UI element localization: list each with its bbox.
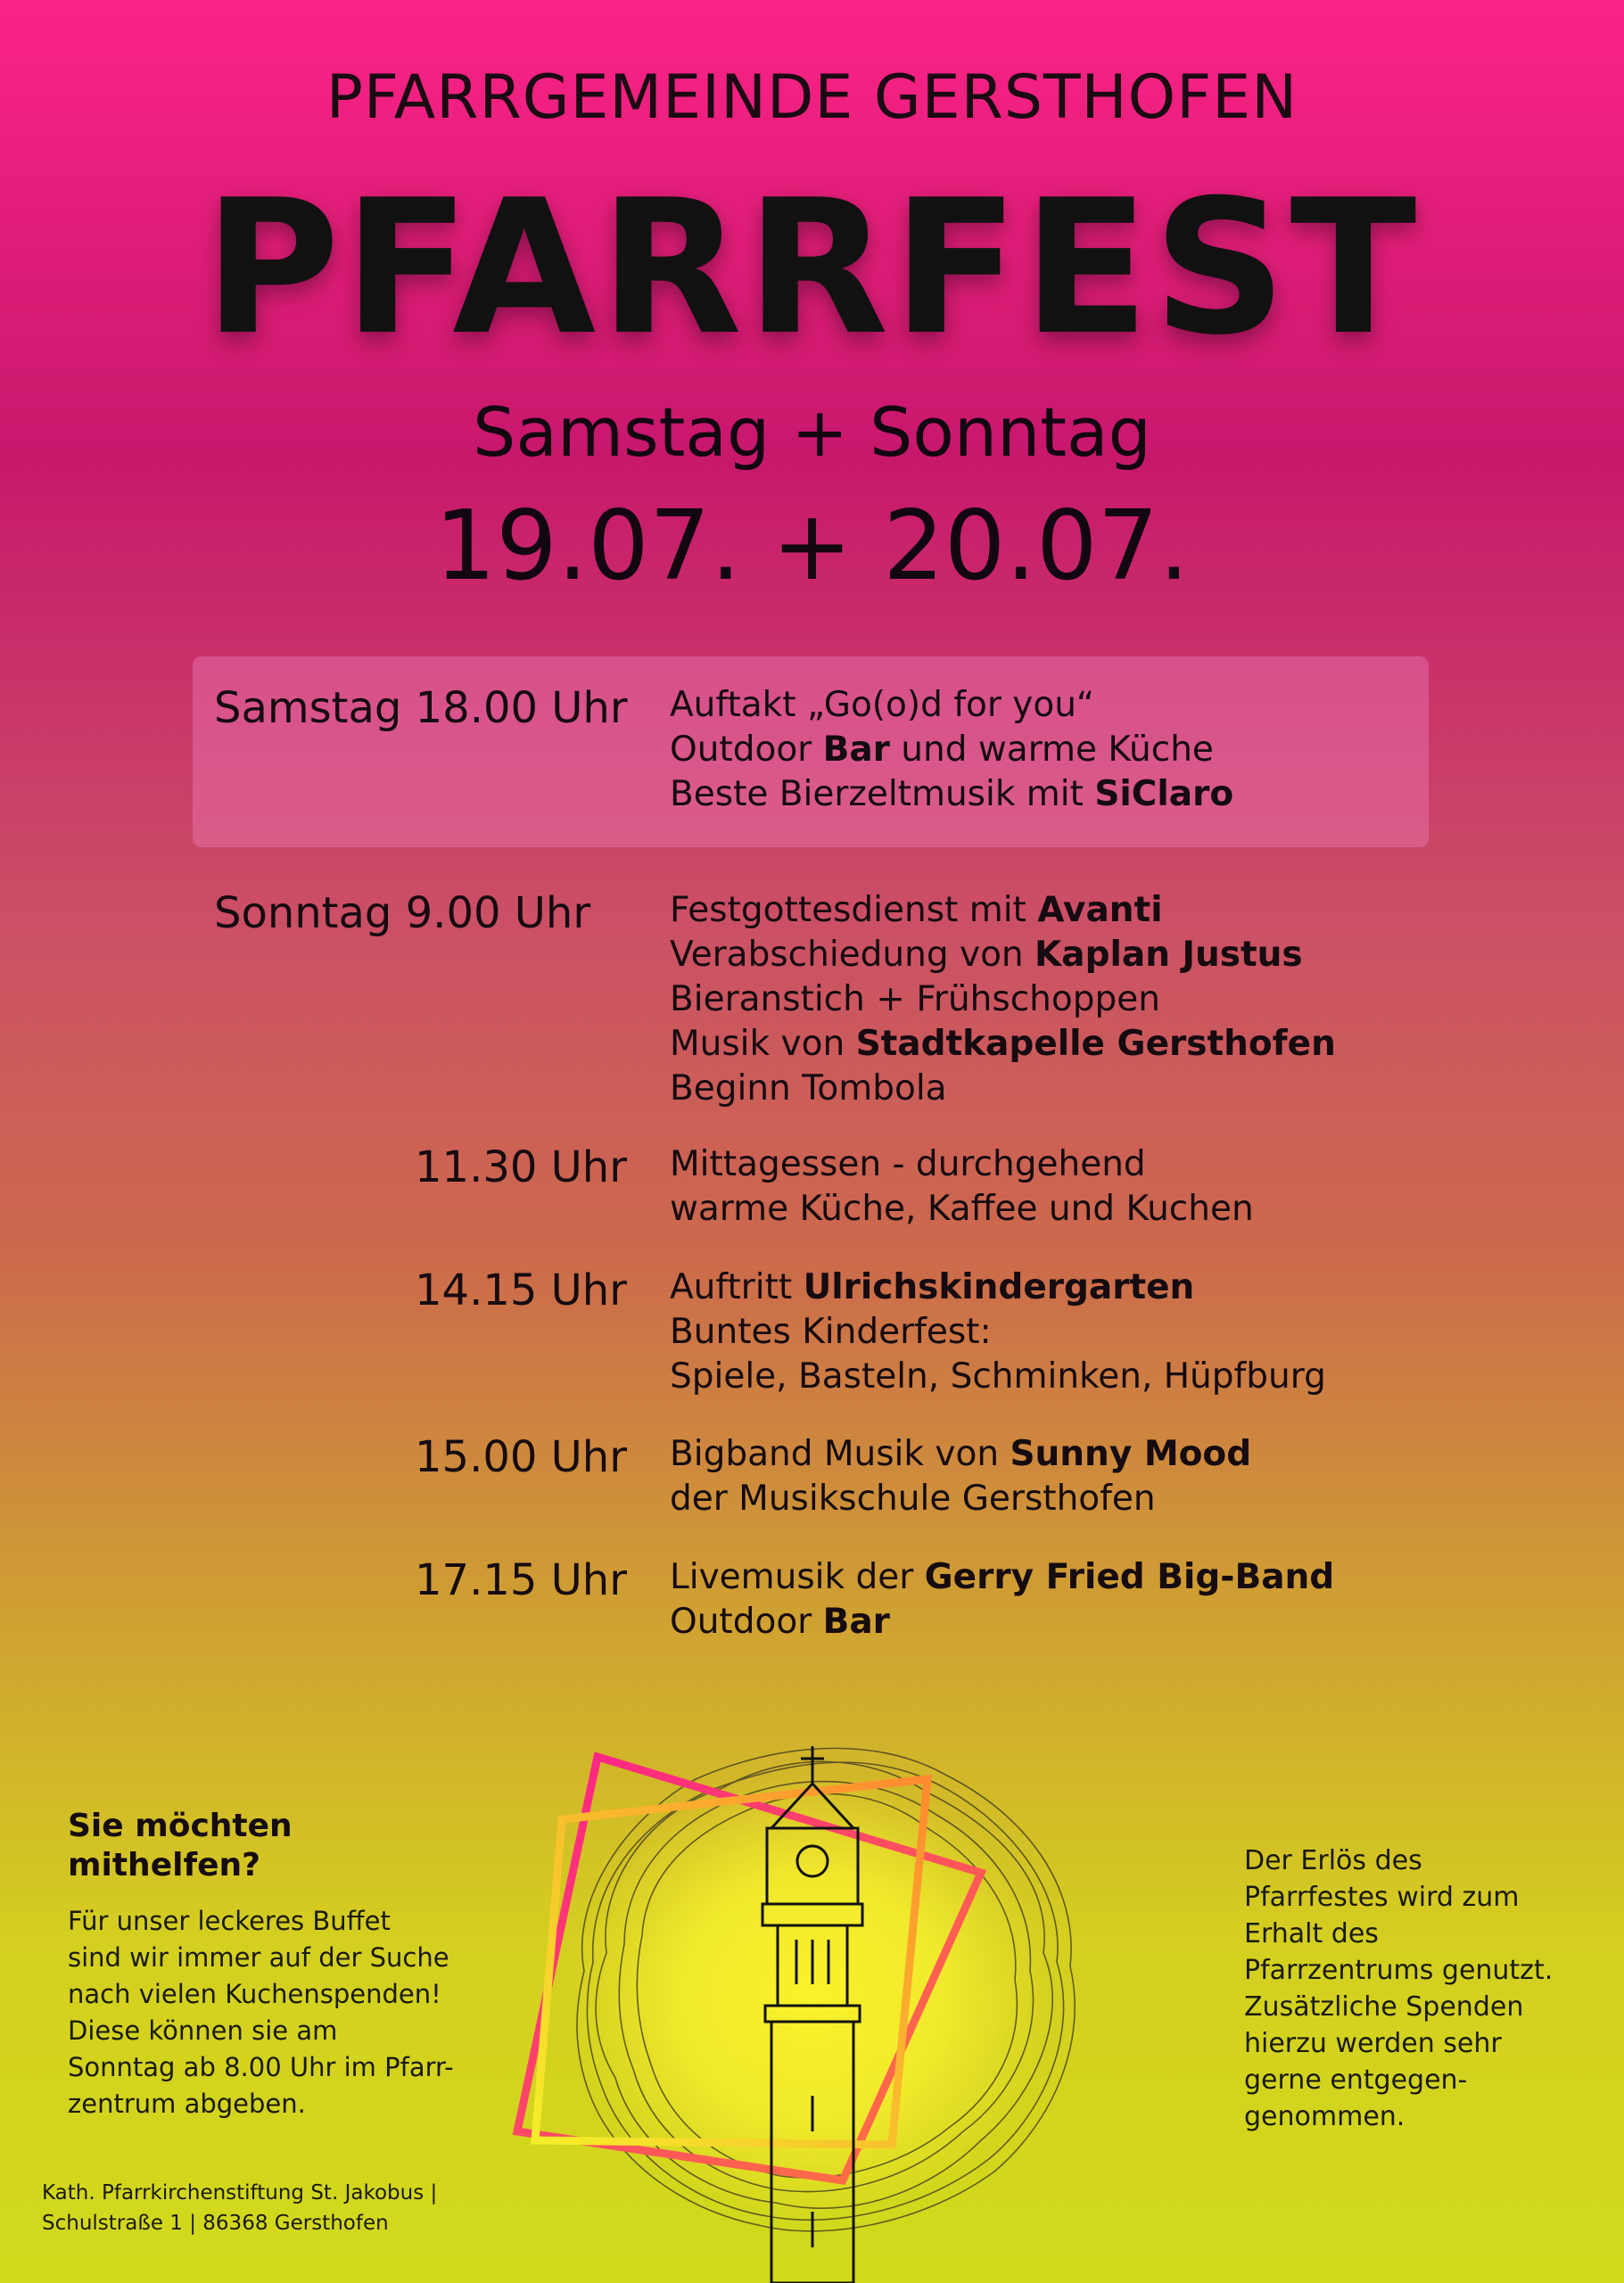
proceeds-line: Pfarrzentrums genutzt.: [1244, 1955, 1554, 1986]
help-text-line: nach vielen Kuchenspenden!: [68, 1979, 441, 2009]
sunday-details: [670, 1432, 1251, 1521]
program-text: Bigband Musik von: [670, 1434, 1010, 1474]
saturday-time: Samstag 18.00 Uhr: [214, 683, 628, 733]
help-text-line: zentrum abgeben.: [68, 2089, 306, 2119]
program-highlight: Ulrichskindergarten: [803, 1267, 1195, 1307]
proceeds-note: [1244, 1842, 1553, 2135]
sunday-time: 15.00 Uhr: [415, 1432, 627, 1482]
program-text: Mittagessen - durchgehend: [670, 1144, 1146, 1184]
footer-address: [42, 2178, 437, 2238]
program-text: Bieranstich + Frühschoppen: [670, 979, 1160, 1019]
help-heading-line: mithelfen?: [68, 1847, 261, 1883]
program-line: [670, 933, 1336, 977]
program-line: [670, 1310, 1326, 1355]
footer-line: Schulstraße 1 | 86368 Gersthofen: [42, 2212, 389, 2235]
program-highlight: Avanti: [1037, 890, 1163, 930]
program-highlight: SiClaro: [1094, 774, 1234, 814]
program-line: [670, 1265, 1326, 1310]
program-line: [670, 1477, 1251, 1521]
organization-name: PFARRGEMEINDE GERSTHOFEN: [326, 62, 1298, 133]
program-highlight: Stadtkapelle Gersthofen: [855, 1024, 1336, 1064]
sunday-time: Sonntag 9.00 Uhr: [214, 888, 591, 938]
help-text-line: Diese können sie am: [68, 2015, 338, 2046]
program-text: und warme Küche: [889, 729, 1214, 770]
program-line: [670, 1142, 1254, 1187]
program-line: [670, 1600, 1334, 1644]
help-text-line: Sonntag ab 8.00 Uhr im Pfarr-: [68, 2052, 454, 2082]
sunday-details: [670, 1142, 1254, 1232]
proceeds-line: Der Erlös des: [1244, 1845, 1422, 1876]
sunday-time: 17.15 Uhr: [415, 1555, 627, 1605]
help-text: [68, 1903, 454, 2122]
program-text: Beste Bierzeltmusik mit: [670, 774, 1095, 814]
program-highlight: Gerry Fried Big-Band: [924, 1557, 1335, 1597]
proceeds-line: Pfarrfestes wird zum: [1244, 1882, 1520, 1913]
program-text: Buntes Kinderfest:: [670, 1312, 992, 1352]
program-text: Musik von: [670, 1024, 856, 1064]
event-dates: 19.07. + 20.07.: [434, 490, 1190, 602]
program-text: der Musikschule Gersthofen: [670, 1479, 1156, 1519]
sunday-time: 11.30 Uhr: [415, 1142, 627, 1192]
program-text: Livemusik der: [670, 1557, 925, 1597]
program-text: Beginn Tombola: [670, 1068, 947, 1109]
program-text: warme Küche, Kaffee und Kuchen: [670, 1189, 1254, 1229]
help-text-line: sind wir immer auf der Suche: [68, 1942, 449, 1973]
help-heading-line: Sie möchten: [68, 1808, 293, 1844]
program-text: Auftakt „Go(o)d for you“: [670, 685, 1095, 725]
event-days: Samstag + Sonntag: [473, 392, 1151, 472]
program-line: [670, 1022, 1336, 1067]
help-text-line: Für unser leckeres Buffet: [68, 1906, 391, 1936]
program-line: [670, 772, 1233, 817]
program-text: Outdoor: [670, 729, 823, 770]
proceeds-line: Zusätzliche Spenden: [1244, 1991, 1524, 2023]
program-line: [670, 1067, 1336, 1111]
help-heading: [68, 1807, 335, 1885]
program-line: [670, 1187, 1254, 1232]
sunday-time: 14.15 Uhr: [415, 1265, 627, 1315]
proceeds-line: hierzu werden sehr: [1244, 2028, 1502, 2059]
program-text: Auftritt: [670, 1267, 804, 1307]
program-highlight: Sunny Mood: [1010, 1434, 1252, 1474]
church-tower-icon: [499, 1694, 1142, 2283]
event-title: PFARRFEST: [203, 161, 1421, 376]
program-highlight: Kaplan Justus: [1035, 935, 1303, 975]
program-text: Spiele, Basteln, Schminken, Hüpfburg: [670, 1356, 1326, 1397]
program-text: Verabschiedung von: [670, 935, 1035, 975]
program-highlight: Bar: [822, 1602, 890, 1642]
proceeds-line: genommen.: [1244, 2101, 1406, 2132]
program-line: [670, 1355, 1326, 1399]
footer-line: Kath. Pfarrkirchenstiftung St. Jakobus |: [42, 2181, 438, 2205]
sunday-details: [670, 888, 1336, 1111]
program-line: [670, 683, 1233, 728]
program-line: [670, 977, 1336, 1022]
program-text: Festgottesdienst mit: [670, 890, 1038, 930]
program-line: [670, 1555, 1334, 1600]
program-highlight: Bar: [822, 729, 890, 770]
program-line: [670, 728, 1233, 772]
program-line: [670, 1432, 1251, 1477]
program-line: [670, 888, 1336, 933]
program-text: Outdoor: [670, 1602, 823, 1642]
sunday-details: [670, 1265, 1326, 1399]
proceeds-line: Erhalt des: [1244, 1918, 1379, 1949]
saturday-details: [670, 683, 1233, 817]
proceeds-line: gerne entgegen-: [1244, 2065, 1468, 2096]
sunday-details: [670, 1555, 1334, 1644]
